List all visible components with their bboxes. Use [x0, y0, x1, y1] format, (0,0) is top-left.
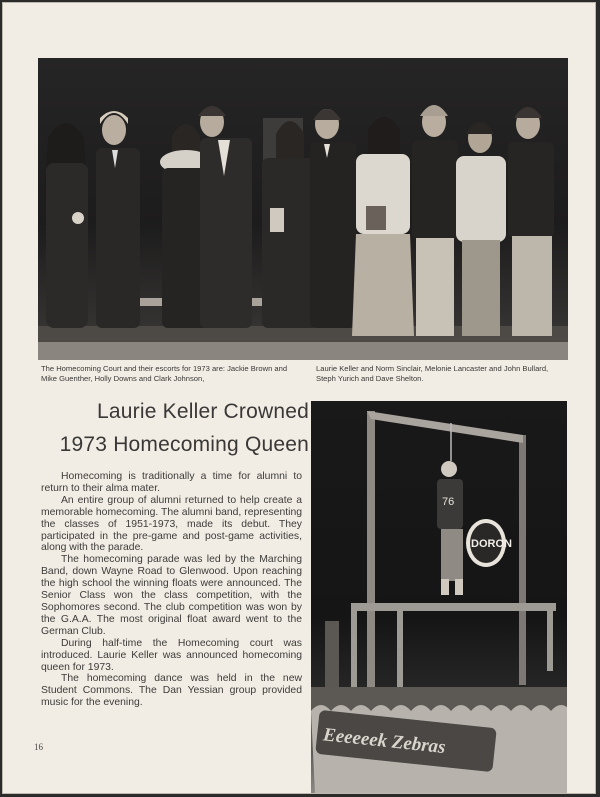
float-photo-illustration [311, 401, 567, 794]
float-railing [351, 603, 556, 611]
hanged-figure [437, 461, 463, 595]
float-statue [325, 621, 339, 691]
article-paragraph: An entire group of alumni returned to help create a memorable homecoming. The alumni band, representing the classes of 1951-1973, made its debut. They participated in the pre-game and post-game activities, along with the parade. [41, 494, 302, 554]
gallows-post-right [519, 435, 526, 685]
gallows-post-left [367, 411, 375, 691]
article-paragraph: During half-time the Homecoming court was introduced. Laurie Keller was announced homecoming queen for 1973. [41, 637, 302, 673]
court-member-2 [96, 111, 140, 328]
float-banner-text: Eeeeeek Zebras [322, 724, 447, 759]
court-member-10 [508, 107, 554, 336]
doron-sign [466, 519, 512, 567]
photo-caption-right: Laurie Keller and Norm Sinclair, Melonie Lancaster and John Bullard, Steph Yurich and Dave Shelton. [316, 364, 549, 383]
article-paragraph: The homecoming parade was led by the Marching Band, down Wayne Road to Glenwood. Upon reaching the high school the winning floats were announced. The Senior Class won the class competition, with the Sophomores second. The club competition was won by the G.A.A. The most original float award went to the German Club. [41, 554, 302, 637]
sign-text: DORON [471, 538, 512, 550]
court-member-6 [310, 109, 356, 328]
court-photo-illustration [38, 58, 568, 360]
court-member-8 [412, 105, 458, 336]
headline-line-2: 1973 Homecoming Queen [59, 433, 309, 456]
court-member-7 [352, 117, 414, 336]
article-body [41, 471, 302, 709]
article-paragraph: Homecoming is traditionally a time for alumni to return to their alma mater. [41, 471, 302, 494]
headline-line-1: Laurie Keller Crowned [97, 400, 309, 423]
article-paragraph: The homecoming dance was held in the new Student Commons. The Dan Yessian group provided music for the evening. [41, 673, 302, 709]
photo-caption-left: The Homecoming Court and their escorts for 1973 are: Jackie Brown and Mike Guenther, Holly Downs and Clark Johnson, [41, 364, 288, 383]
homecoming-float-photo [311, 401, 567, 794]
page-number: 16 [34, 742, 43, 752]
court-member-1 [44, 123, 88, 328]
yearbook-page [2, 2, 596, 794]
gallows-beam [367, 411, 523, 443]
stage-edge [38, 342, 568, 360]
jersey-number: 76 [442, 496, 455, 508]
court-member-4 [198, 106, 252, 328]
court-member-9 [456, 122, 506, 336]
homecoming-court-photo [38, 58, 568, 360]
